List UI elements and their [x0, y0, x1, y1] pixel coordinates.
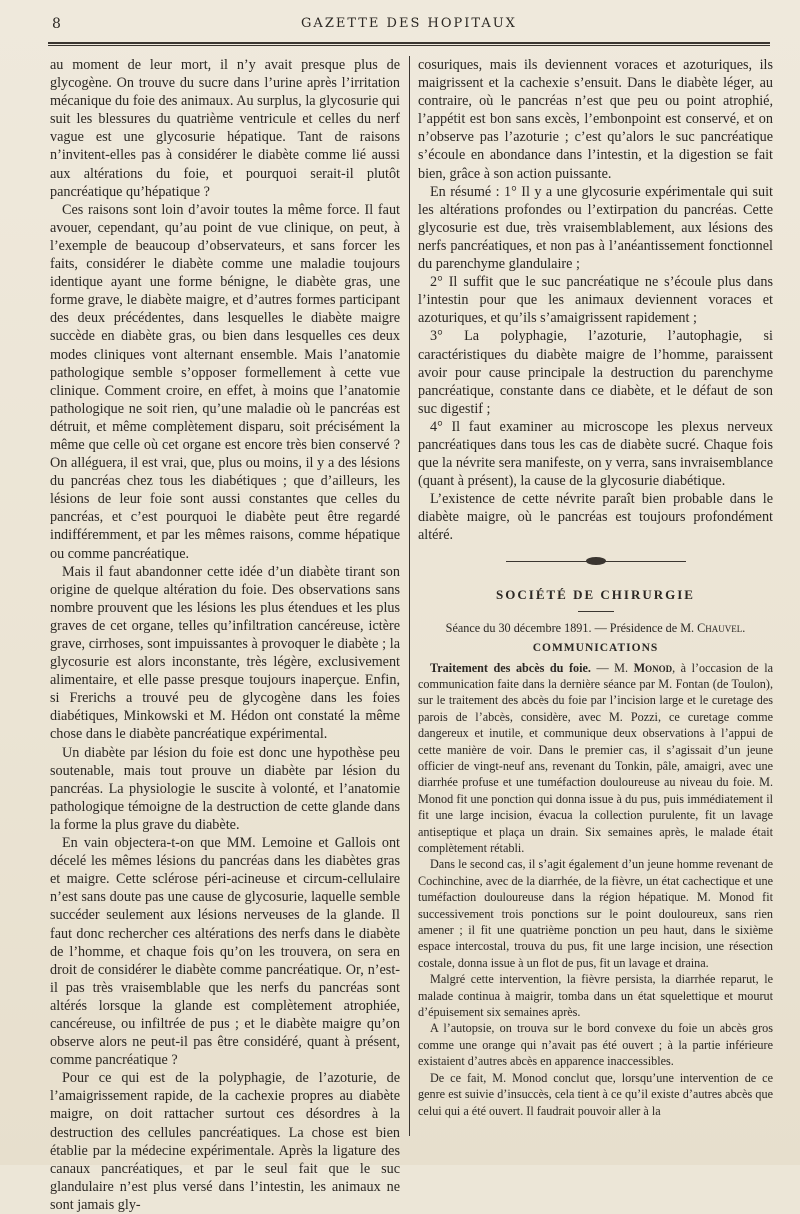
paragraph: En résumé : 1° Il y a une glycosurie expérimentale qui suit les altérations profondes ou l’extirpation du pancréas. Cette glycosurie est due, très vraisemblablement, aux lésions des nerfs pancréatiques, et non pas à l’anéantissement fonctionnel du parenchyme glandulaire ;	[418, 183, 773, 273]
paragraph: cosuriques, mais ils deviennent voraces et azoturiques, ils maigrissent et la cachexie s’ensuit. Dans le diabète léger, au contraire, où le pancréas n’est que peu ou point atrophié, l’appétit est bon sans excès, l’embonpoint est conservé, et on n’observe pas l’azoturie ; c’est qu’alors le suc pancréatique s’écoule en abondance dans l’intestin, et la digestion se fait bien, grâce à son action puissante.	[418, 57, 773, 182]
paragraph: au moment de leur mort, il n’y avait presque plus de glycogène. On trouve du sucre dans l’urine après l’irritation mécanique du foie des animaux. Au surplus, la glycosurie qui suit les blessures du quatrième ventricule et celles du nerf vague est une glycosurie hépatique. Tant de raisons n’invitent-elles pas à considérer le diabète comme lié aussi aux altérations du foie, et pourquoi serait-il plutôt pancréatique qu’hépatique ?	[50, 57, 400, 200]
session-prefix: Séance du 30 décembre 1891. — Présidence de M.	[445, 620, 695, 635]
paragraph: De ce fait, M. Monod conclut que, lorsqu’une intervention de ce genre est suivie d’insuccès, cela tient à ce qu’il existe d’autres abcès que celui qui a été ouvert. Il faudrait pouvoir aller à la	[418, 1070, 773, 1118]
right-column	[418, 56, 773, 1119]
communication-text: , à l’occasion de la communication faite dans la dernière séance par M. Fontan (de Toulon), sur le traitement des abcès du foie par l’incision large et le curetage des parois de l’abcès, considère, avec M. Pozzi, ce curetage comme dangereux et inutile, et communique deux observations à l’appui de cette manière de voir. Dans le premier cas, il s’agissait d’un jeune officier de vingt-neuf ans, revenant du Tonkin, pâle, amaigri, avec une diarrhée profuse et une tuméfaction douloureuse au niveau du foie. M. Monod fit une ponction qui donna issue à du pus, puis immédiatement il fit une large incision, évacua la collection purulente, fit un lavage antiseptique et plaça un drain. Six semaines après, le malade était complètement rétabli.	[418, 660, 773, 855]
communication-author: Monod	[633, 660, 673, 675]
column-divider	[409, 56, 410, 1136]
header-rule	[48, 42, 770, 46]
page-number: 8	[52, 16, 61, 32]
communications-heading: COMMUNICATIONS	[532, 641, 659, 654]
paragraph: Un diabète par lésion du foie est donc une hypothèse peu soutenable, mais tout prouve un diabète par lésion du pancréas. La physiologie le suscite à volonté, et l’anatomie pathologique témoigne de la destruction de cette glande dans la forme la plus grave du diabète.	[50, 744, 400, 833]
running-header	[48, 16, 770, 38]
paragraph: Mais il faut abandonner cette idée d’un diabète tirant son origine de quelque altération du foie. Des observations sans nombre prouvent que les lésions les plus étendues et les plus graves de cet organe, telles qu’infiltration cancéreuse, ictère grave, cirrhoses, sont impuissantes à provoquer le diabète ; la glycosurie est alors inconstante, très légère, exclusivement alimentaire, et elle passe presque toujours inaperçue. Enfin, si Frerichs a trouvé peu de glycogène dans les foies diabétiques, Minkowski et M. Hédon ont constaté la même chose dans le diabète pancréatique expérimental.	[50, 563, 400, 743]
short-rule	[578, 611, 614, 612]
paragraph: Malgré cette intervention, la fièvre persista, la diarrhée reparut, le malade continua à maigrir, tomba dans un état squelettique et mourut d’épuisement six semaines après.	[418, 972, 773, 1020]
president-name: Chauvel	[697, 620, 743, 635]
communication-title: Traitement des abcès du foie.	[430, 660, 591, 675]
paragraph: 2° Il suffit que le suc pancréatique ne s’écoule plus dans l’intestin pour que les animaux deviennent voraces et azoturiques, et qu’ils s’amaigrissent rapidement ;	[418, 274, 773, 327]
left-column	[50, 56, 400, 1214]
session-line: Séance du 30 décembre 1891. — Présidence de M. Chauvel.	[445, 620, 746, 635]
communication-dash: — M.	[590, 660, 634, 675]
paragraph: Ces raisons sont loin d’avoir toutes la même force. Il faut avouer, cependant, qu’au point de vue clinique, on peut, à l’exemple de beaucoup d’observateurs, et sans forcer les faits, considérer le diabète comme une maladie toujours identique ayant une forme bénigne, le diabète gras, une forme grave, le diabète maigre, et d’autres formes participant des deux précédentes, dans lesquelles le diabète maigre succède en diabète gras, ou bien dans lesquelles ces deux modes cliniques vont alternant ensemble. Mais l’anatomie pathologique semble s’opposer formellement à cette vue clinique. Comment croire, en effet, à moins que l’anatomie pathologique ne soit rien, qu’une maladie où le pancréas est détruit, et même complètement disparu, soit précisément la même que celle où cet organe est encore très bien conservé ? On alléguera, il est vrai, que, plus ou moins, il y a des lésions du pancréas chez tous les diabétiques ; que d’ailleurs, les lésions de leur foie sont aussi constantes que celles du pancréas, et c’est pourquoi le diabète peut être regardé indifféremment, et par les mêmes raisons, comme hépatique ou comme pancréatique.	[50, 201, 400, 562]
paragraph: L’existence de cette névrite paraît bien probable dans le diabète maigre, où le pancréas est toujours profondément altéré.	[418, 491, 773, 544]
paragraph: 4° Il faut examiner au microscope les plexus nerveux pancréatiques dans tous les cas de diabète sucré. Chaque fois que la névrite sera manifeste, on y verra, sans invraisemblance (quant à présent), la cause de la glycosurie diabétique.	[418, 418, 773, 490]
paragraph: Dans le second cas, il s’agit également d’un jeune homme revenant de Cochinchine, avec de la diarrhée, de la fièvre, un état cachectique et une tuméfaction douloureuse dans la région hépatique. M. Monod fit successivement trois ponctions sur le point douloureux, sans rien amener ; il fit une quatrième ponction un peu haut, dans le sixième espace intercostal, trouva du pus, fit une large incision, une résection costale, donna issue à un flot de pus, fit un lavage et draina.	[418, 857, 773, 970]
journal-title: GAZETTE DES HOPITAUX	[301, 16, 517, 31]
paragraph: Pour ce qui est de la polyphagie, de l’azoturie, de l’amaigrissement rapide, de la cachexie propres au diabète maigre, on doit rattacher surtout ces désordres à la destruction des cellules pancréatiques. La chose est bien établie par la médecine expérimentale. Après la ligature des canaux pancréatiques, et par le seul fait que le suc glandulaire n’est plus versé dans l’intestin, les animaux ne sont jamais gly-	[50, 1070, 400, 1213]
section-title: SOCIÉTÉ DE CHIRURGIE	[496, 586, 695, 602]
paragraph: 3° La polyphagie, l’azoturie, l’autophagie, si caractéristiques du diabète maigre de l’homme, paraissent avoir pour cause principale la destruction du parenchyme pancréatique, constante dans ce diabète, et le défaut de son suc digestif ;	[418, 328, 773, 417]
paragraph: A l’autopsie, on trouva sur le bord convexe du foie un abcès gros comme une orange qui n’avait pas été ouvert ; à la partie inférieure existaient d’autres abcès en apparence inaccessibles.	[418, 1021, 773, 1069]
section-ornament	[506, 557, 686, 565]
paragraph: En vain objectera-t-on que MM. Lemoine et Gallois ont décelé les mêmes lésions du pancréas dans les diabètes gras et maigre. Cette sclérose péri-acineuse et circum-cellulaire n’est sans doute pas une cause de glycosurie, laquelle semble succéder seulement aux lésions nerveuses de la glande. Il faut donc rechercher ces altérations des nerfs dans le diabète de l’homme, et chaque fois qu’on les trouvera, on sera en droit de considérer le diabète comme pancréatique. Or, n’est-il pas très vraisemblable que les nerfs du pancréas sont altérés lorsque la glande est complètement atrophiée, cancéreuse, ou infiltrée de pus ; et le diabète maigre qu’on observe alors ne peut-il pas être considéré, quant à présent, comme pancréatique ?	[50, 835, 400, 1069]
communication-lead	[418, 660, 773, 857]
